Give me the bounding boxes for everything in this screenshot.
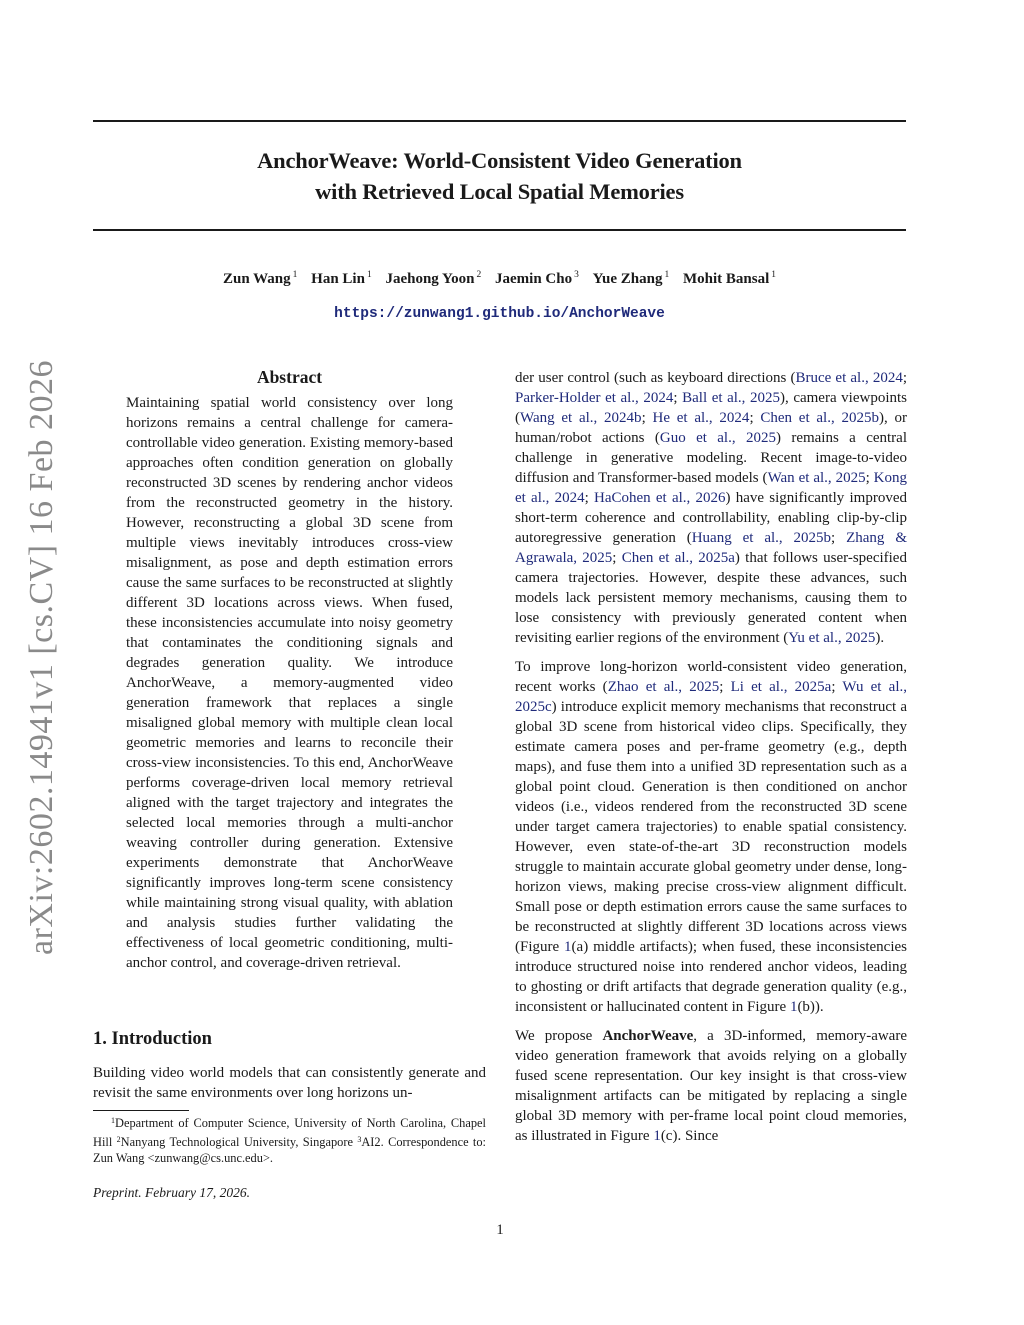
figure-ref-link[interactable]: 1 bbox=[789, 999, 798, 1015]
author-list bbox=[93, 265, 906, 289]
title-line-1: AnchorWeave: World-Consistent Video Generation bbox=[257, 148, 742, 173]
author-name: Han Lin bbox=[311, 271, 365, 287]
citation-link[interactable]: Wang et al., 2024b bbox=[520, 410, 642, 426]
affiliation-mark: 3 bbox=[574, 270, 579, 280]
intro-left-text: Building video world models that can consistently generate and revisit the same environments over long horizons un- bbox=[93, 1065, 486, 1101]
footnote-text: AI2. Correspondence to: Zun Wang <zunwang@cs.unc.edu>. bbox=[93, 1134, 487, 1165]
text: ) that follows user-specified camera trajectories. However, despite these advances, such models lack persistent memory mechanisms, causing them to lose consistency with previously generated content when revisiting earlier regions of the environment ( bbox=[515, 550, 907, 646]
author bbox=[385, 271, 481, 287]
intro-paragraph-2 bbox=[515, 657, 907, 1017]
arxiv-stamp: arXiv:2602.14941v1 [cs.CV] 16 Feb 2026 bbox=[23, 359, 60, 955]
author bbox=[223, 271, 297, 287]
text: ), camera viewpoints ( bbox=[515, 390, 908, 426]
citation-link[interactable]: Yu et al., 2025 bbox=[788, 630, 876, 646]
author bbox=[593, 271, 670, 287]
citation-link[interactable]: HaCohen et al., 2026 bbox=[594, 490, 726, 506]
text: (b)). bbox=[797, 999, 824, 1015]
citation-link[interactable]: Zhao et al., 2025 bbox=[607, 679, 720, 695]
title-top-rule bbox=[93, 120, 906, 122]
citation-link[interactable]: Wan et al., 2025 bbox=[767, 470, 866, 486]
text: , a 3D-informed, memory-aware video generation framework that avoids relying on a globally fused scene representation. Our key insight is that cross-view misalignment artifacts can be mitigated by replacing a single global 3D memory with per-frame local point cloud memories, as illustrated in Figure bbox=[515, 1028, 907, 1144]
author-name: Yue Zhang bbox=[592, 271, 663, 287]
author bbox=[311, 271, 372, 287]
text: To improve long-horizon world-consistent video generation, recent works ( bbox=[515, 659, 907, 695]
citation-link[interactable]: Guo et al., 2025 bbox=[659, 430, 776, 446]
affiliation-mark: 1 bbox=[664, 270, 670, 280]
text: ; bbox=[584, 490, 595, 506]
citation-link[interactable]: Bruce et al., 2024 bbox=[795, 370, 903, 386]
title-line-2: with Retrieved Local Spatial Memories bbox=[315, 179, 684, 204]
text: ; bbox=[719, 679, 731, 695]
author-name: Jaemin Cho bbox=[495, 271, 573, 287]
footnote-text: Department of Computer Science, University of North Carolina, Chapel Hill bbox=[93, 1116, 486, 1149]
intro-paragraph-1 bbox=[515, 368, 907, 648]
abstract-heading: Abstract bbox=[256, 367, 323, 387]
text: ; bbox=[902, 370, 908, 386]
citation-link[interactable]: Zhang & Agrawala, 2025 bbox=[515, 530, 907, 566]
affiliation-mark: 1 bbox=[771, 270, 777, 280]
citation-link[interactable]: Parker-Holder et al., 2024 bbox=[515, 390, 674, 406]
text: We propose bbox=[515, 1028, 603, 1044]
citation-link[interactable]: Li et al., 2025a bbox=[730, 679, 832, 695]
affiliation-mark: 1 bbox=[366, 270, 372, 280]
text: ; bbox=[865, 470, 874, 486]
text: ) have significantly improved short-term coherence and controllability, enabling clip-by-clip autoregressive generation ( bbox=[515, 490, 907, 546]
text: ) introduce explicit memory mechanisms that reconstruct a global 3D scene from historical video clips. Specifically, they estimate camera poses and per-frame geometry (e.g., depth maps), and fuse them into a unified 3D representation such as a global point cloud. Generation is then conditioned on anchor videos (i.e., videos rendered from the reconstructed 3D scene under target camera trajectories) to enable spatial consistency. However, even state-of-the-art 3D reconstruction models struggle to maintain accurate global geometry under dense, long-horizon views, making precise cross-view alignment difficult. Small pose or depth estimation errors cause the same surfaces to be reconstructed at slightly different 3D locations across views (Figure bbox=[515, 699, 907, 955]
abstract-text: Maintaining spatial world consistency over long horizons remains a central challenge for camera-controllable video generation. Existing memory-based approaches often condition generation on globally reconstructed 3D scenes by rendering anchor videos from the reconstructed geometry in the history. However, reconstructing a global 3D scene from multiple views inevitably introduces cross-view misalignment, as pose and depth estimation errors cause the same surfaces to be reconstructed at slightly different 3D locations across views. When fused, these inconsistencies accumulate into noisy geometry that contaminates the conditioning signals and degrades generation quality. We introduce AnchorWeave, a memory-augmented video generation framework that replaces a single misaligned global memory with multiple clean local geometric memories and learns to reconcile their cross-view inconsistencies. To this end, AnchorWeave performs coverage-driven local memory retrieval aligned with the target trajectory and integrates the selected local memories through a multi-anchor weaving controller during generation. Extensive experiments demonstrate that AnchorWeave significantly improves long-term scene consistency while maintaining strong visual quality, with ablation and analysis studies further validating the effectiveness of local geometric conditioning, multi-anchor control, and coverage-driven retrieval. bbox=[126, 395, 453, 971]
citation-link[interactable]: He et al., 2024 bbox=[652, 410, 750, 426]
author-name: Zun Wang bbox=[222, 271, 291, 287]
project-url-link[interactable]: https://zunwang1.github.io/AnchorWeave bbox=[334, 306, 665, 322]
citation-link[interactable]: Kong et al., 2024 bbox=[515, 470, 908, 506]
author bbox=[495, 271, 579, 287]
intro-paragraph-3 bbox=[515, 1026, 907, 1146]
citation-link[interactable]: Chen et al., 2025b bbox=[760, 410, 879, 426]
text: ; bbox=[673, 390, 683, 406]
citation-link[interactable]: Huang et al., 2025b bbox=[691, 530, 832, 546]
section-heading-introduction: 1. Introduction bbox=[93, 1029, 212, 1049]
citation-link[interactable]: Ball et al., 2025 bbox=[682, 390, 780, 406]
text: (a) middle artifacts); when fused, these inconsistencies introduce structured noise into rendered anchor videos, leading to ghosting or drift artifacts that degrade generation quality (e.g., inconsistent or hallucinated content in Figure bbox=[515, 939, 907, 1015]
footnote-text: Nanyang Technological University, Singapore bbox=[120, 1134, 358, 1149]
affiliations-footnote bbox=[93, 1113, 486, 1167]
text: ; bbox=[612, 550, 622, 566]
text: ; bbox=[749, 410, 761, 426]
preprint-note: Preprint. February 17, 2026. bbox=[93, 1185, 250, 1200]
text: ; bbox=[641, 410, 653, 426]
author bbox=[683, 271, 776, 287]
method-name: AnchorWeave bbox=[602, 1028, 694, 1044]
footnote-mark: 1 bbox=[111, 1116, 115, 1125]
text: (c). Since bbox=[660, 1128, 719, 1144]
footnote-mark: 2 bbox=[116, 1134, 121, 1144]
author-name: Mohit Bansal bbox=[683, 271, 770, 287]
footnote-rule bbox=[93, 1110, 189, 1111]
title-bottom-rule bbox=[93, 229, 906, 231]
paper-title bbox=[93, 145, 906, 207]
citation-link[interactable]: Chen et al., 2025a bbox=[621, 550, 735, 566]
figure-ref-link[interactable]: 1 bbox=[564, 939, 572, 955]
page-number: 1 bbox=[496, 1222, 504, 1238]
text: ; bbox=[831, 530, 847, 546]
text: ; bbox=[831, 679, 843, 695]
author-name: Jaehong Yoon bbox=[385, 271, 475, 287]
affiliation-mark: 2 bbox=[476, 270, 482, 280]
figure-ref-link[interactable]: 1 bbox=[653, 1128, 661, 1144]
text: der user control (such as keyboard directions ( bbox=[515, 370, 796, 386]
text: ), or human/robot actions ( bbox=[515, 410, 907, 446]
text: ) remains a central challenge in generative modeling. Recent image-to-video diffusion and Transformer-based models ( bbox=[515, 430, 908, 486]
footnote-mark: 3 bbox=[357, 1134, 362, 1144]
citation-link[interactable]: Wu et al., 2025c bbox=[515, 679, 907, 715]
text: ). bbox=[875, 630, 885, 646]
right-column bbox=[515, 368, 907, 1146]
affiliation-mark: 1 bbox=[292, 270, 298, 280]
